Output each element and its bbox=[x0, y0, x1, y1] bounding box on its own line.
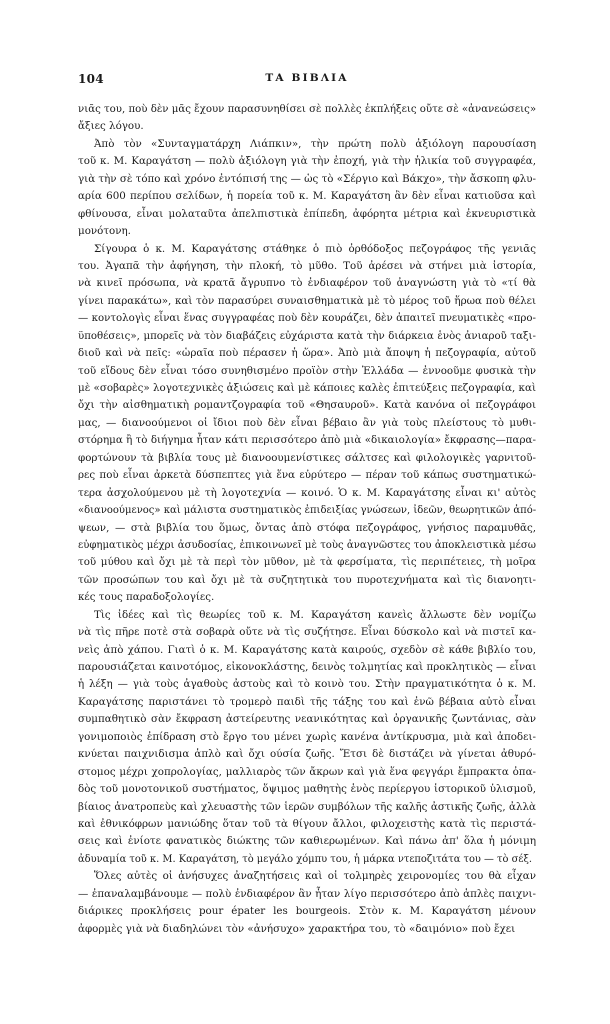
text-line: Ἀπὸ τὸν «Συνταγματάρχη Λιάπκιν», τὴν πρώτη πολὺ ἀξιόλογη παρουσίαση bbox=[94, 137, 536, 150]
text-line: εὐφηματικὸς μέχρι ἀσυδοσίας, ἐπικοινωνεῖ μὲ τοὺς ἀναγνῶστες του ἀποκλειστικὰ μέσω bbox=[78, 539, 536, 551]
text-line: κνύεται παιχνιδισμα ἁπλὸ καὶ ὄχι ούσία ζωῆς. Ἔτσι δὲ διστάζει νὰ γίνεται ἀθυρό- bbox=[78, 748, 536, 761]
text-line: Σίγουρα ὁ κ. Μ. Καραγάτσης στάθηκε ὁ πιὸ ὀρθόδοξος πεζογράφος τῆς γενιᾶς bbox=[94, 242, 536, 255]
text-line: Καραγάτσης παριστάνει τὸ τρομερὸ παιδὶ τῆς τάξης του καὶ ἐνῶ βέβαια αὐτὸ εἶναι bbox=[78, 695, 536, 708]
text-line: τοῦ κ. Μ. Καραγάτση — πολὺ ἀξιόλογη γιὰ τὴν ἐποχή, γιὰ τὴν ἡλικία τοῦ συγγραφέα, bbox=[78, 155, 536, 168]
text-line: νὰ κινεῖ πρόσωπα, νὰ κρατᾶ ἄγρυπνο τὸ ἐνδιαφέρον τοῦ ἀναγνώστη γιὰ τὸ «τί θὰ bbox=[78, 277, 536, 290]
text-line: Τὶς ἰδέες καὶ τὶς θεωρίες τοῦ κ. Μ. Καραγάτση κανεὶς ἄλλωστε δὲν νομίζω bbox=[94, 608, 536, 621]
text-line: γονιμοποιὸς ἐπίδραση στὸ ἔργο του μένει χωρὶς κανένα ἀντίκρυσμα, μιὰ καὶ ἀποδει- bbox=[78, 730, 536, 743]
text-line: γίνει παρακάτω», καὶ τὸν παρασύρει συναισθηματικὰ μὲ τὸ μέρος τοῦ ἥρωα ποὺ θέλει bbox=[78, 294, 536, 307]
text-line: τερα ἀσχολούμενου μὲ τὴ λογοτεχνία — κοινό. Ὁ κ. Μ. Καραγάτσης εἶναι κι' αὐτὸς bbox=[78, 486, 536, 499]
text-line: του. Ἀγαπᾶ τὴν ἀφήγηση, τὴν πλοκή, τὸ μῦθο. Τοῦ ἀρέσει νὰ στήνει μιὰ ἱστορία, bbox=[78, 259, 536, 272]
text-line: μὲ «σοβαρὲς» λογοτεχνικὲς ἀξιώσεις καὶ μὲ κάποιες καλὲς ἐπιτεύξεις πεζογραφία, καὶ bbox=[78, 382, 536, 394]
text-line: σεις καὶ ἐνίοτε φανατικὸς διώκτης τῶν καθιερωμένων. Καὶ πάνω ἀπ' ὅλα ἡ μόνιμη bbox=[78, 835, 536, 848]
text-line: φορτώνουν τὰ βιβλία τους μὲ διανοουμενίστικες σάλτσες καὶ φιλολογικὲς γαρνιτοῦ- bbox=[78, 451, 536, 464]
text-line: στομος μέχρι χοπρολογίας, μαλλιαρὸς τῶν ἄκρων καὶ γιὰ ἕνα φεγγάρι ἔμπρακτα ὀπα- bbox=[78, 765, 536, 778]
paragraph bbox=[78, 868, 536, 938]
text-line: νὰ τὶς πῆρε ποτὲ στὰ σοβαρὰ οὔτε νὰ τὶς συζήτησε. Εἶναι δύσκολο καὶ νὰ πιστεῖ κα- bbox=[78, 626, 536, 639]
text-line: ψεων, — στὰ βιβλία του ὅμως, ὄντας ἀπὸ στόφα πεζογράφος, γνήσιος παραμυθᾶς, bbox=[78, 521, 536, 534]
text-line: τοῦ μύθου καὶ ὄχι μὲ τὰ περὶ τὸν μῦθον, μὲ τὰ φερσίματα, τὶς περιπέτειες, τὴ μοῖρα bbox=[78, 556, 536, 569]
text-line: δὸς τοῦ μονοτονικοῦ συστήματος, ὅψιμος μαθητὴς ἑνὸς περίεργου ἱστορικοῦ ὑλισμοῦ, bbox=[78, 783, 536, 796]
text-line: βίαιος ἀνατροπεὺς καὶ χλευαστὴς τῶν ἱερῶν συμβόλων τῆς καλῆς ἀστικῆς ζωῆς, ἀλλὰ bbox=[78, 800, 536, 813]
text-line: — κοντολογὶς εἶναι ἕνας συγγραφέας ποὺ δὲν κουράζει, δὲν ἀπαιτεῖ πνευματικὲς «προ- bbox=[78, 313, 536, 325]
page-number: 104 bbox=[78, 72, 104, 86]
text-line: ἄξιες λόγου. bbox=[78, 120, 144, 133]
text-line: τῶν προσώπων του καὶ ὄχι μὲ τὰ συζητητικὰ του πυροτεχνήματα καὶ τὶς διανοητι- bbox=[78, 573, 536, 586]
text-line: Ὅλες αὐτὲς οἱ ἀνήσυχες ἀναζητήσεις καὶ οἱ τολμηρὲς χειρονομίες του θὰ εἶχαν bbox=[94, 870, 536, 883]
text-line: καὶ ἐθνικόφρων μανιώδης ὅταν τοῦ τὰ θίγουν ἄλλοι, φιλοχειστὴς κατὰ τὶς περιστά- bbox=[78, 817, 536, 830]
text-line: παρουσιάζεται καινοτόμος, εἰκονοκλάστης, δεινὸς τολμητίας καὶ προκλητικὸς — εἶναι bbox=[78, 661, 536, 673]
text-line: συμπαθητικὸ σὰν ἔκφραση ἀστείρευτης νεανικότητας καὶ ὀργανικῆς ζωντάνιας, σὰν bbox=[78, 713, 536, 726]
text-line: ἡ λέξη — γιὰ τοὺς ἀγαθοὺς ἀστοὺς καὶ τὸ κοινὸ του. Στὴν πραγματικότητα ὁ κ. Μ. bbox=[78, 678, 536, 691]
paragraph bbox=[78, 607, 536, 869]
running-head: ΤΑ ΒΙΒΛΙΑ bbox=[265, 72, 349, 84]
text-line: αρία 600 περίπου σελίδων, ἡ πορεία τοῦ κ. Μ. Καραγάτση ἂν δὲν εἶναι κατιοῦσα καὶ bbox=[78, 190, 536, 203]
text-line: «διανοούμενος» καὶ μάλιστα συστηματικὸς ἐπιδειξίας γνώσεων, ἰδεῶν, θεωρητικῶν ἀπό- bbox=[78, 505, 536, 517]
text-line: κές τους παραδοξολογίες. bbox=[78, 591, 215, 604]
text-line: γιὰ τὴν σὲ τόπο καὶ χρόνο ἐντόπισή της — ὡς τὸ «Σέργιο καὶ Βάκχο», τὴν ἄσκοπη φλυ- bbox=[78, 172, 536, 185]
text-line: ὄχι τὴν αἰσθηματικὴ ρομαντζογραφία τοῦ «Θησαυροῦ». Κατὰ κανόνα οἱ πεζογράφοι bbox=[78, 399, 536, 412]
text-line: νιᾶς του, ποὺ δὲν μᾶς ἔχουν παρασυνηθίσει σὲ πολλὲς ἐκπλήξεις οὔτε σὲ «ἀνανεώσεις» bbox=[78, 104, 536, 115]
paragraph bbox=[78, 136, 536, 241]
text-line: τοῦ εἴδους δὲν εἶναι τόσο συνηθισμένο προϊὸν στὴν Ἑλλάδα — ἐννοοῦμε φυσικὰ τὴν bbox=[78, 364, 536, 377]
text-line: ἀδυναμία τοῦ κ. Μ. Καραγάτση, τὸ μεγάλο χόμπυ του, ἡ μάρκα ντεποζιτάτα του — τὸ σέξ. bbox=[78, 853, 533, 865]
page-header bbox=[78, 72, 536, 88]
paragraph bbox=[78, 241, 536, 607]
text-line: φθίνουσα, εἶναι μολαταῦτα ἀπελπιστικὰ ἐπίπεδη, ἀφόρητα μέτρια καὶ ἐκνευριστικὰ bbox=[78, 207, 536, 220]
text-line: ϋποθέσεις», μπορεῖς νὰ τὸν διαβάζεις εὐχάριστα κατὰ τὴν διάρκεια ἑνὸς ἀνιαροῦ ταξι- bbox=[78, 330, 536, 342]
text-line: νεὶς ἀπὸ χάπου. Γιατὶ ὁ κ. Μ. Καραγάτσης κατὰ καιρούς, σχεδὸν σὲ κάθε βιβλίο του, bbox=[78, 643, 536, 656]
body-text bbox=[78, 101, 536, 981]
text-line: ρες ποὺ εἶναι ἀρκετὰ δύσπεπτες γιὰ ἕνα εὐρύτερο — πέραν τοῦ κάπως συστηματικώ- bbox=[78, 469, 536, 482]
text-line: διοῦ καὶ νὰ πεῖς: «ὡραῖα ποὺ πέρασεν ἡ ὥρα». Ἀπὸ μιὰ ἄποψη ἡ πεζογραφία, αὐτοῦ bbox=[78, 347, 536, 360]
text-line: ἀφορμὲς γιὰ νὰ διαδηλώνει τὸν «ἀνήσυχο» χαρακτήρα του, τὸ «δαιμόνιο» ποὺ ἔχει bbox=[78, 922, 516, 935]
text-line: μονότονη. bbox=[78, 225, 131, 238]
text-line: διάρικες προκλήσεις pour épater les bourgeois. Στὸν κ. Μ. Καραγάτση μένουν bbox=[78, 905, 536, 918]
text-line: μας, — διανοούμενοι οἱ ἴδιοι ποὺ δὲν εἶναι βέβαιο ἂν γιὰ τοὺς πλείστους τὸ μυθι- bbox=[78, 416, 536, 429]
text-line: — ἐπαναλαμβάνουμε — πολὺ ἐνδιαφέρον ἂν ἦταν λίγο περισσότερο ἀπὸ ἁπλὲς παιχνι- bbox=[78, 887, 536, 900]
text-line: στόρημα ἢ τὸ διήγημα ἦταν κάτι περισσότερο ἀπὸ μιὰ «δικαιολογία» ἔκφρασης—παρα- bbox=[78, 434, 536, 447]
paragraph bbox=[78, 101, 536, 136]
